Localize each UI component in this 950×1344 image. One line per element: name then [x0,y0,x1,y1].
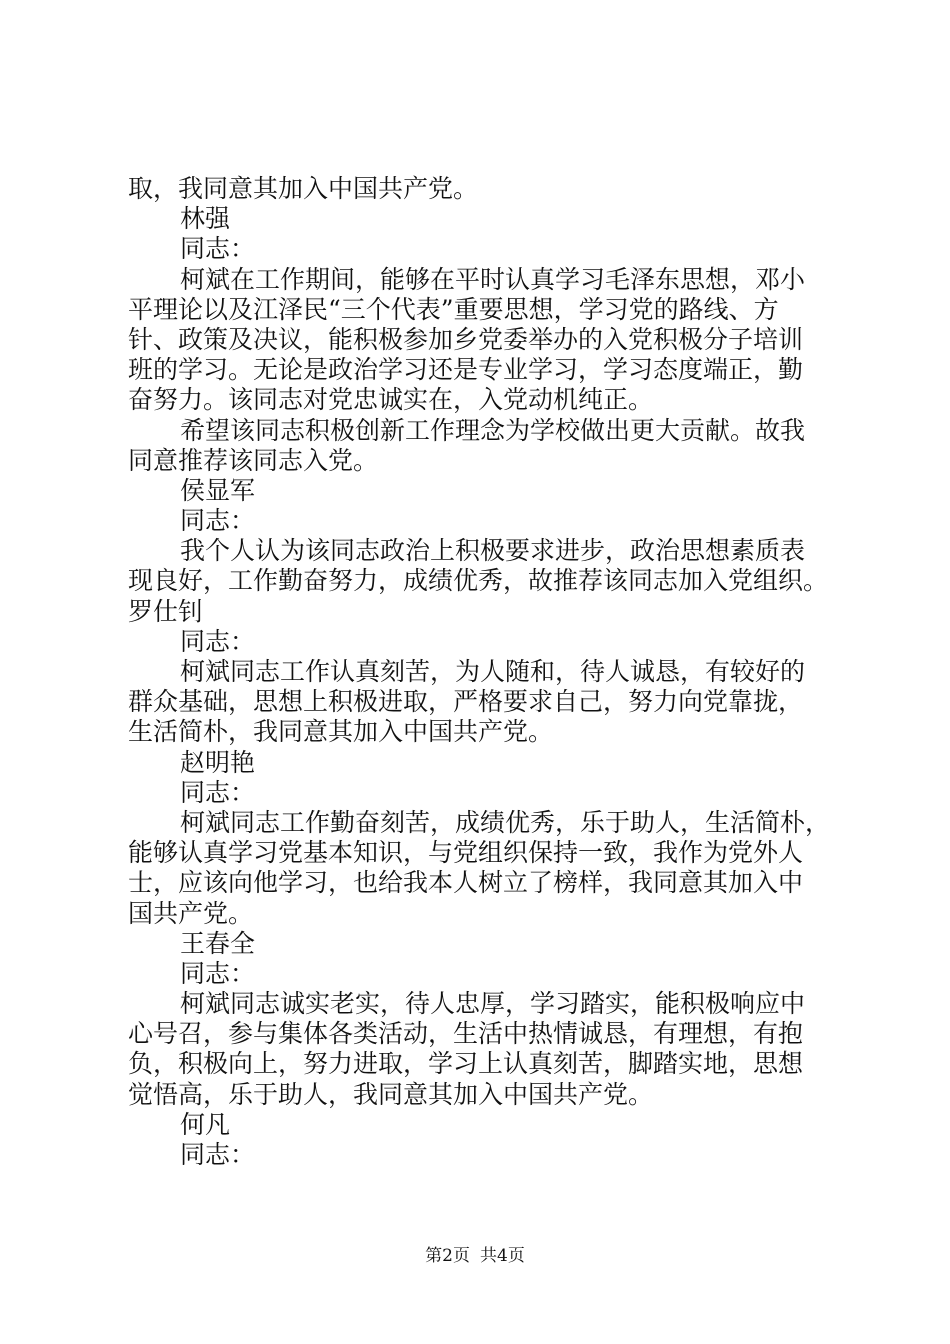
text-line: 柯斌在工作期间，能够在平时认真学习毛泽东思想，邓小 [180,264,806,294]
text-line: 奋努力。该同志对党忠诚实在，入党动机纯正。 [128,385,654,415]
text-line: 国共产党。 [128,898,254,928]
text-line: 林强 [180,204,231,234]
text-line: 心号召，参与集体各类活动，生活中热情诚恳，有理想，有抱 [128,1019,804,1049]
text-line: 班的学习。无论是政治学习还是专业学习，学习态度端正，勤 [128,355,804,385]
text-line: 同意推荐该同志入党。 [128,445,379,475]
text-line: 能够认真学习党基本知识，与党组织保持一致，我作为党外人 [128,838,804,868]
text-line: 柯斌同志工作勤奋刻苦，成绩优秀，乐于助人，生活简朴， [180,807,831,837]
text-line: 罗仕钊 [128,596,204,626]
text-line: 取，我同意其加入中国共产党。 [128,174,479,203]
text-line: 同志： [180,958,256,988]
text-line: 同志： [180,1140,256,1169]
page-number: 第2页 [425,1246,470,1266]
page-footer [0,1244,950,1268]
text-line: 侯显军 [180,475,256,505]
text-line: 我个人认为该同志政治上积极要求进步，政治思想素质表 [180,536,806,566]
page-total: 共4页 [480,1246,525,1266]
text-line: 同志： [180,506,256,536]
text-line: 柯斌同志诚实老实，待人忠厚，学习踏实，能积极响应中 [180,989,806,1019]
text-line: 针、政策及决议，能积极参加乡党委举办的入党积极分子培训 [128,324,804,354]
text-line: 觉悟高，乐于助人，我同意其加入中国共产党。 [128,1079,654,1109]
text-line: 柯斌同志工作认真刻苦，为人随和，待人诚恳，有较好的 [180,657,806,686]
text-line: 现良好，工作勤奋努力，成绩优秀，故推荐该同志加入党组织。 [128,566,829,596]
document-body [128,174,868,1170]
text-line: 士，应该向他学习，也给我本人树立了榜样，我同意其加入中 [128,868,804,898]
text-line: 何凡 [180,1109,231,1139]
text-line: 平理论以及江泽民“三个代表”重要思想，学习党的路线、方 [128,294,779,324]
text-line: 同志： [180,777,256,807]
text-line: 生活简朴，我同意其加入中国共产党。 [128,717,554,747]
text-line: 同志： [180,626,256,656]
text-line: 同志： [180,234,256,264]
text-line: 负，积极向上，努力进取，学习上认真刻苦，脚踏实地，思想 [128,1049,804,1079]
text-line: 王春全 [180,928,256,958]
text-line: 希望该同志积极创新工作理念为学校做出更大贡献。故我 [180,415,806,445]
text-line: 群众基础，思想上积极进取，严格要求自己，努力向党靠拢， [128,687,804,717]
text-line: 赵明艳 [180,747,256,777]
